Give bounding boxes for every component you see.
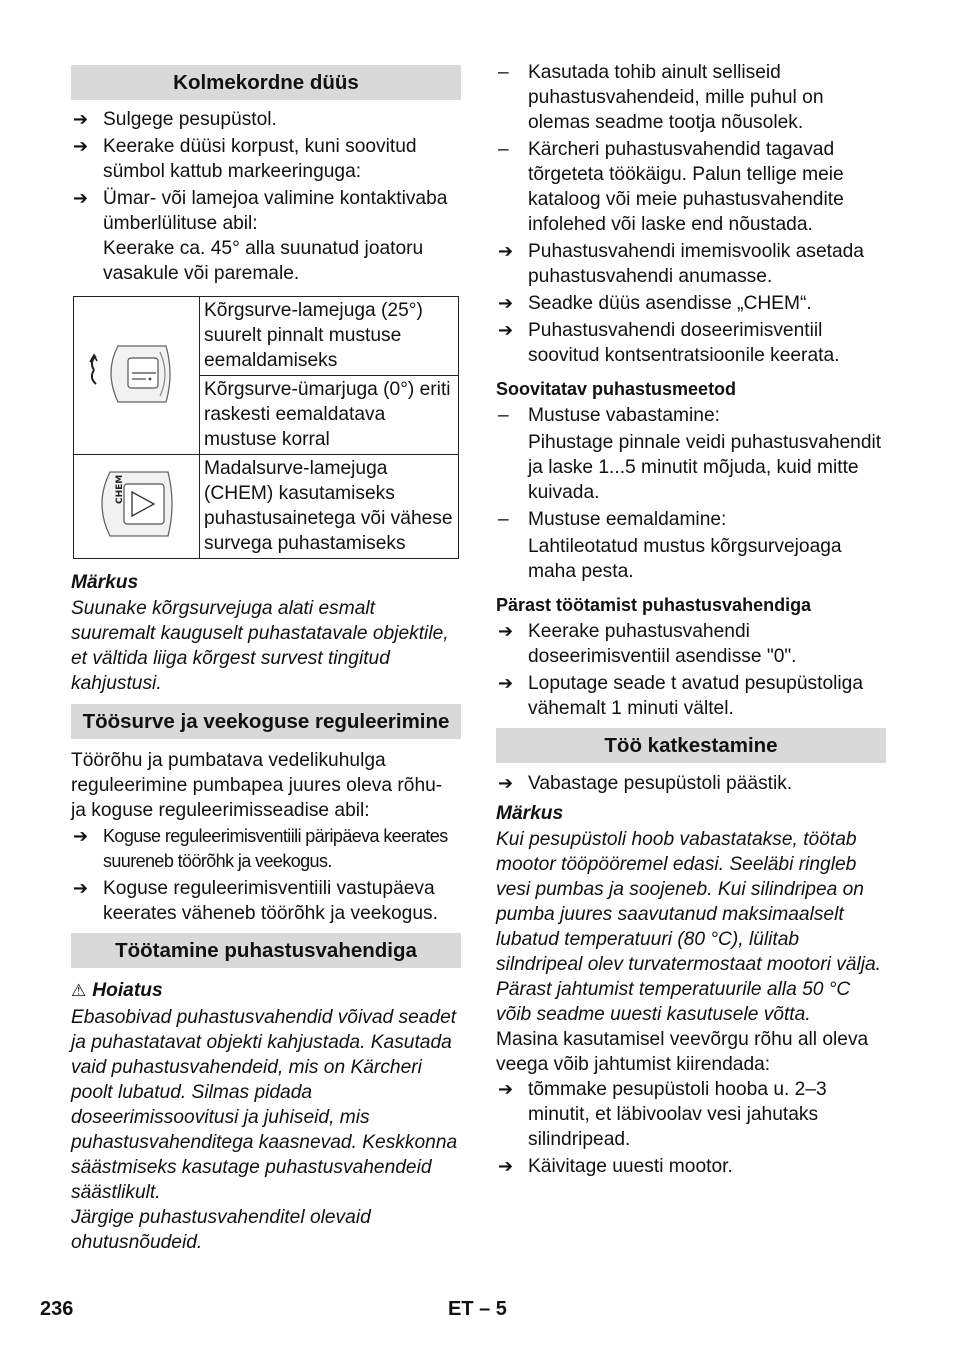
nozzle-dial-image [74,297,200,455]
heading-pressure-regulation: Töösurve ja veekoguse reguleerimine [71,704,461,739]
step-select-jet-detail: Keerake ca. 45° alla suunatud joatoru vasakule või paremale. [103,238,424,284]
heading-after-detergent: Pärast töötamist puhastusvahendiga [496,595,812,615]
loosen-dirt-detail: Pihustage pinnale veidi puhastusvahendit ja laske 1...5 minutit mõjuda, kuid mitte kuivada. [528,432,882,503]
heading-interrupt: Töö katkestamine [496,728,886,763]
heading-detergent: Töötamine puhastusvahendiga [71,933,461,968]
warning-text: Ebasobivad puhastusvahendid võivad seadet ja puhastatavat objekti kahjustada. Kasutada vaid puhastusvahendeid, mis on Kärcheri poolt lubatud. Silmas pidada doseerimissoovitusi ja juhiseid, mis puhastusvahenditega kaasnevad. Keskkonna säästmiseks kasutage puhastusvahendeid säästlikult. [71,1007,458,1203]
dash-loosen-dirt: – Mustuse vabastamine: [496,403,886,428]
page-number: 236 [40,1298,74,1320]
chem-label: CHEM [114,474,125,504]
step-counterclockwise: ➔ Koguse reguleerimisventiili vastupäeva keerates väheneb töörõhk ja veekogus. [71,876,461,926]
step-rinse: ➔ Loputage seade t avatud pesupüstoliga vähemalt 1 minuti vältel. [496,671,886,721]
pressure-intro: Töörõhu ja pumbatava vedelikuhulga reguleerimine pumbapea juures oleva rõhu- ja koguse reguleerimisseadise abil: [71,750,443,821]
warning-title-text: Hoiatus [92,980,163,1001]
table-cell-round-jet-0: Kõrgsurve-ümarjuga (0°) eriti raskesti eemaldatava mustuse korral [200,376,459,455]
step-select-jet: ➔ Ümar- või lamejoa valimine kontaktivaba ümberlülituse abil: [71,186,461,236]
step-clockwise: ➔ Koguse reguleerimisventiili päripäeva keerates suureneb töörõhk ja veekogus. [71,824,461,874]
step-restart-motor: ➔ Käivitage uuesti mootor. [496,1154,886,1179]
table-cell-chem-jet: Madalsurve-lamejuga (CHEM) kasutamiseks puhastusainetega või vähese survega puhastamiseks [200,455,459,559]
heading-cleaning-method: Soovitatav puhastusmeetod [496,379,737,399]
note-text-left: Suunake kõrgsurvejuga alati esmalt suuremalt kauguselt puhastatavale objektile, et vältida liiga kõrgest survest tingitud kahjustusi. [71,598,449,694]
nozzle-rotate-illustration [82,322,192,422]
step-pull-lever: ➔ tõmmake pesupüstoli hooba u. 2–3 minutit, et läbivoolav vesi jahutaks silindripead. [496,1077,886,1152]
dash-approved-detergents: – Kasutada tohib ainult selliseid puhastusvahendeid, mille puhul on olemas seadme tootja nõusolek. [496,60,886,135]
step-set-chem: ➔ Seadke düüs asendisse „CHEM“. [496,291,886,316]
table-cell-flat-jet-25: Kõrgsurve-lamejuga (25°) suurelt pinnalt mustuse eemaldamiseks [200,297,459,376]
nozzle-chem-illustration [82,458,192,548]
dash-karcher-detergents: – Kärcheri puhastusvahendid tagavad tõrgeteta töökäigu. Palun tellige meie kataloog või meie puhastusvahendite infolehed või laske end nõustada. [496,137,886,237]
step-close-gun: ➔ Sulgege pesupüstol. [71,107,461,132]
dash-remove-dirt: – Mustuse eemaldamine: [496,507,886,532]
nozzle-chem-image [74,455,200,559]
right-column [496,60,886,1179]
heading-triple-nozzle: Kolmekordne düüs [71,65,461,100]
step-rotate-nozzle: ➔ Keerake düüsi korpust, kuni soovitud sümbol kattub markeeringuga: [71,134,461,184]
note-title-left: Märkus [71,572,139,593]
note-title-right: Märkus [496,803,564,824]
cooling-intro: Masina kasutamisel veevõrgu rõhu all oleva veega võib jahtumist kiirendada: [496,1029,869,1075]
step-suction-hose: ➔ Puhastusvahendi imemisvoolik asetada puhastusvahendi anumasse. [496,239,886,289]
nozzle-table [73,296,459,559]
step-dosing-zero: ➔ Keerake puhastusvahendi doseerimisventiil asendisse "0". [496,619,886,669]
left-column [71,60,461,1255]
step-dosing-valve: ➔ Puhastusvahendi doseerimisventiil soovitud kontsentratsioonile keerata. [496,318,886,368]
remove-dirt-detail: Lahtileotatud mustus kõrgsurvejoaga maha pesta. [528,536,842,582]
step-release-trigger: ➔ Vabastage pesupüstoli päästik. [496,771,886,796]
note-text-right: Kui pesupüstoli hoob vabastatakse, töötab mootor tööpöörетel edasi. Seeläbi ringleb vesi pumbas ja soojeneb. Kui silindripea on pumba juures saavutanud maksimaalselt lubatud temperatuuri (80 °C), lülitab silndripeal olev turvatermostaat mootori välja. Pärast jahtumist temperatuurile alla 50 °C võib seadme uuesti kasutusele võtta. [496,829,881,1025]
warning-title [71,978,461,1004]
warning-text-safety: Järgige puhastusvahenditel olevaid ohutusnõudeid. [71,1207,371,1253]
language-page-label: ET – 5 [448,1298,507,1320]
warning-triangle-icon: ⚠ [71,981,87,1001]
